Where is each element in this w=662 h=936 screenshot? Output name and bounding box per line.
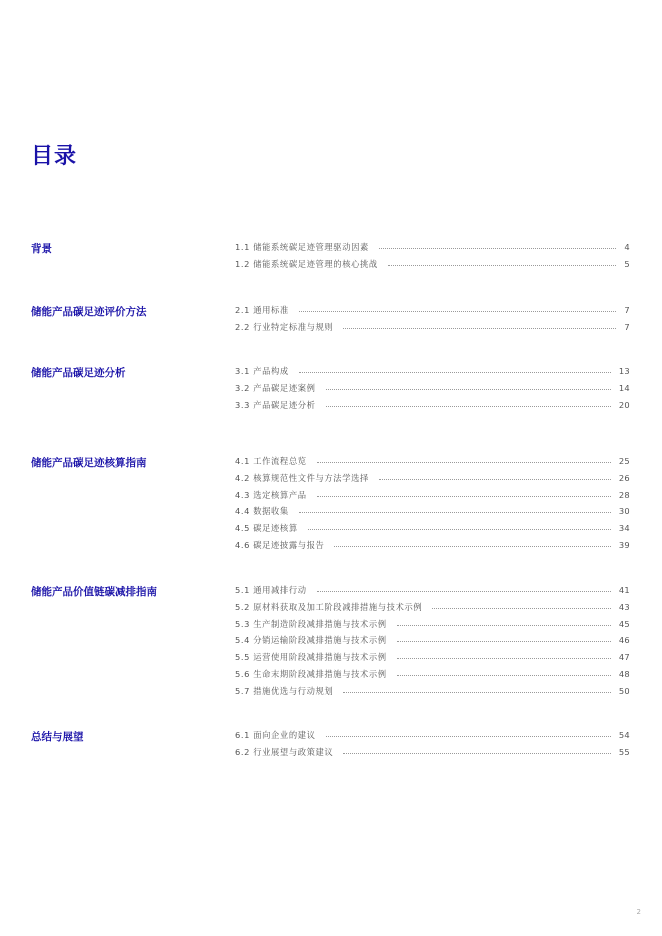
toc-entry-page-number: 48 xyxy=(618,669,630,679)
toc-entry[interactable] xyxy=(235,363,630,379)
dot-leader xyxy=(317,495,611,497)
toc-entry-page-number: 45 xyxy=(618,618,630,629)
toc-entry-title: 5.3 生产制造阶段减排措施与技术示例 xyxy=(235,618,387,629)
toc-entry-title: 5.2 原材料获取及加工阶段减排措施与技术示例 xyxy=(235,601,423,612)
dot-leader xyxy=(432,607,611,609)
toc-entry[interactable] xyxy=(235,683,630,699)
toc-entry[interactable] xyxy=(235,727,630,743)
toc-entry[interactable] xyxy=(235,599,630,615)
toc-entry[interactable] xyxy=(235,256,630,272)
toc-entry-title: 2.1 通用标准 xyxy=(235,305,289,315)
toc-entry[interactable] xyxy=(235,666,630,682)
toc-entry-page-number: 30 xyxy=(618,506,630,517)
toc-entry-title: 4.6 碳足迹披露与报告 xyxy=(235,540,325,550)
toc-entry-page-number: 34 xyxy=(618,523,630,534)
toc-entry[interactable] xyxy=(235,470,630,486)
toc-entry-title: 3.2 产品碳足迹案例 xyxy=(235,382,316,393)
toc-entry-page-number: 4 xyxy=(624,242,630,252)
toc-entry[interactable] xyxy=(235,616,630,632)
toc-entry-page-number: 41 xyxy=(618,585,630,595)
toc-entry[interactable] xyxy=(235,397,630,413)
toc-section-heading[interactable]: 背景 xyxy=(31,243,52,255)
toc-entry-page-number: 47 xyxy=(618,652,630,663)
toc-entry-page-number: 7 xyxy=(624,321,630,332)
dot-leader xyxy=(343,327,616,329)
toc-section-heading[interactable]: 总结与展望 xyxy=(31,731,84,743)
dot-leader xyxy=(379,478,611,480)
toc-entry[interactable] xyxy=(235,380,630,396)
toc-entry-title: 4.3 选定核算产品 xyxy=(235,489,307,500)
toc-entry-page-number: 50 xyxy=(618,685,630,696)
page-title: 目录 xyxy=(31,144,78,169)
toc-entry-page-number: 14 xyxy=(618,382,630,393)
dot-leader xyxy=(334,545,610,547)
toc-entry-page-number: 55 xyxy=(618,746,630,757)
toc-entry[interactable] xyxy=(235,319,630,335)
toc-entry-title: 4.1 工作流程总览 xyxy=(235,456,307,466)
toc-entry[interactable] xyxy=(235,582,630,598)
toc-entry[interactable] xyxy=(235,520,630,536)
toc-entry-title: 5.7 措施优选与行动规划 xyxy=(235,685,334,696)
dot-leader xyxy=(326,388,611,390)
toc-entry-page-number: 5 xyxy=(624,258,630,269)
toc-entry-page-number: 26 xyxy=(618,472,630,483)
toc-entry-title: 1.1 储能系统碳足迹管理驱动因素 xyxy=(235,242,369,252)
dot-leader xyxy=(397,657,611,659)
dot-leader xyxy=(326,405,611,407)
toc-section-heading[interactable]: 储能产品碳足迹分析 xyxy=(31,367,126,379)
toc-entry-title: 6.2 行业展望与政策建议 xyxy=(235,746,334,757)
toc-entry[interactable] xyxy=(235,649,630,665)
toc-entry-title: 4.5 碳足迹核算 xyxy=(235,523,298,534)
toc-entry-title: 2.2 行业特定标准与规则 xyxy=(235,321,334,332)
dot-leader xyxy=(326,735,611,737)
dot-leader xyxy=(343,691,611,693)
toc-entry-title: 6.1 面向企业的建议 xyxy=(235,730,316,740)
toc-entry-page-number: 39 xyxy=(618,540,630,550)
toc-entry-title: 5.1 通用减排行动 xyxy=(235,585,307,595)
toc-entry[interactable] xyxy=(235,302,630,318)
toc-entry-page-number: 43 xyxy=(618,601,630,612)
toc-entry[interactable] xyxy=(235,744,630,760)
toc-entry[interactable] xyxy=(235,453,630,469)
toc-entry-page-number: 28 xyxy=(618,489,630,500)
toc-section-heading[interactable]: 储能产品碳足迹评价方法 xyxy=(31,306,147,318)
toc-entry[interactable] xyxy=(235,632,630,648)
dot-leader xyxy=(299,310,617,312)
toc-entry-title: 4.4 数据收集 xyxy=(235,506,289,517)
dot-leader xyxy=(317,590,611,592)
toc-entry-page-number: 46 xyxy=(618,635,630,646)
dot-leader xyxy=(343,752,611,754)
toc-entry-title: 4.2 核算规范性文件与方法学选择 xyxy=(235,472,369,483)
toc-entry-title: 5.4 分销运输阶段减排措施与技术示例 xyxy=(235,635,387,646)
toc-entry[interactable] xyxy=(235,487,630,503)
dot-leader xyxy=(379,247,617,249)
dot-leader xyxy=(388,264,617,266)
toc-entry-page-number: 13 xyxy=(618,366,630,376)
toc-entry-page-number: 20 xyxy=(618,399,630,410)
toc-entry[interactable] xyxy=(235,537,630,553)
toc-entry-page-number: 54 xyxy=(618,730,630,740)
dot-leader xyxy=(299,511,611,513)
toc-entry-page-number: 25 xyxy=(618,456,630,466)
toc-entry-title: 5.5 运营使用阶段减排措施与技术示例 xyxy=(235,652,387,663)
toc-entry-title: 3.1 产品构成 xyxy=(235,366,289,376)
toc-entry[interactable] xyxy=(235,503,630,519)
toc-entry[interactable] xyxy=(235,239,630,255)
dot-leader xyxy=(299,371,611,373)
toc-entry-title: 3.3 产品碳足迹分析 xyxy=(235,399,316,410)
toc-entry-title: 5.6 生命末期阶段减排措施与技术示例 xyxy=(235,669,387,679)
dot-leader xyxy=(397,624,611,626)
dot-leader xyxy=(397,640,611,642)
footer-page-number: 2 xyxy=(636,908,641,916)
dot-leader xyxy=(397,674,611,676)
toc-section-heading[interactable]: 储能产品碳足迹核算指南 xyxy=(31,457,147,469)
dot-leader xyxy=(317,461,611,463)
dot-leader xyxy=(308,528,611,530)
toc-entry-title: 1.2 储能系统碳足迹管理的核心挑战 xyxy=(235,258,378,269)
toc-entry-page-number: 7 xyxy=(624,305,630,315)
toc-section-heading[interactable]: 储能产品价值链碳减排指南 xyxy=(31,586,157,598)
